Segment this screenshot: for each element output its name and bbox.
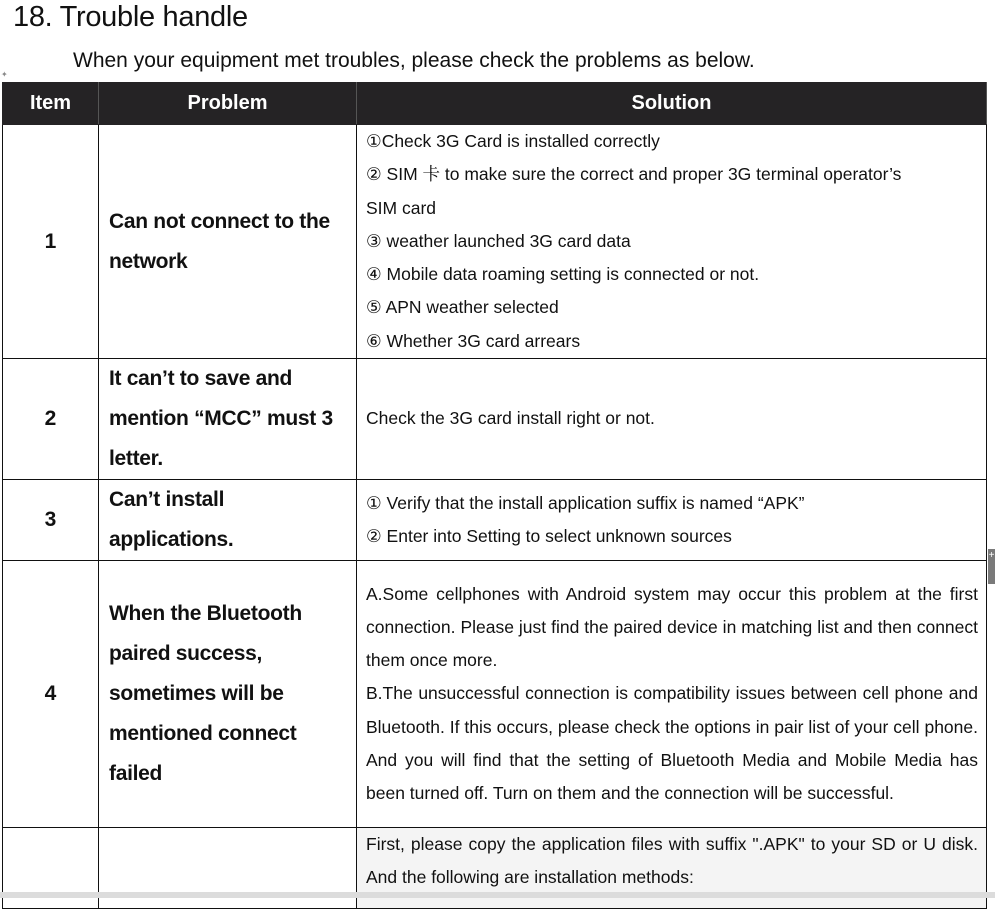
header-problem: Problem (99, 83, 357, 125)
section-title: 18. Trouble handle (13, 1, 248, 33)
plus-icon: + (988, 550, 995, 561)
table-row (3, 359, 987, 480)
header-item: Item (3, 83, 99, 125)
item-number: 3 (3, 480, 99, 561)
intro-text: When your equipment met troubles, please check the problems as below. (73, 49, 755, 72)
solution-line: ⑤ APN weather selected (366, 297, 559, 318)
item-number: 2 (3, 359, 99, 480)
scroll-handle[interactable] (988, 549, 995, 584)
table-header-row (3, 83, 987, 125)
horizontal-scrollbar[interactable] (0, 892, 995, 898)
solution-cell (357, 561, 987, 828)
item-number: 1 (3, 125, 99, 359)
solution-line: ② Enter into Setting to select unknown sources (366, 526, 732, 547)
solution-cell (357, 125, 987, 359)
problem-cell: When the Bluetooth paired success, sometimes will be mentioned connect failed (99, 561, 357, 828)
solution-paragraph: B.The unsuccessful connection is compatibility issues between cell phone and Bluetooth. If this occurs, please check the options in pair list of your cell phone. And you will find that the setting of Bluetooth Media and Mobile Media has been turned off. Turn on them and the connection will be successful. (366, 683, 978, 804)
solution-paragraph: First, please copy the application files with suffix ".APK" to your SD or U disk. And the following are installation methods: (366, 834, 978, 888)
problem-cell: Can not connect to the network (99, 125, 357, 359)
solution-line: ①Check 3G Card is installed correctly (366, 131, 660, 151)
solution-line: SIM card (366, 197, 437, 218)
solution-paragraph: A.Some cellphones with Android system may occur this problem at the first connection. Please just find the paired device in matching list and then connect them once more. (366, 583, 978, 671)
solution-line: ① Verify that the install application suffix is named “APK” (366, 492, 805, 513)
problem-cell: Can’t install applications. (99, 480, 357, 561)
anchor-mark-icon: ✦ (1, 70, 8, 79)
solution-cell (357, 359, 987, 480)
header-solution: Solution (357, 83, 987, 125)
solution-line: Check the 3G card install right or not. (366, 408, 655, 429)
item-number: 4 (3, 561, 99, 828)
problem-cell: It can’t to save and mention “MCC” must 3 letter. (99, 359, 357, 480)
table-row (3, 480, 987, 561)
table-row (3, 125, 987, 359)
solution-line: ② SIM 卡 to make sure the correct and proper 3G terminal operator’s (366, 164, 902, 185)
trouble-table (2, 82, 987, 909)
solution-cell (357, 480, 987, 561)
table-row (3, 561, 987, 828)
solution-line: ⑥ Whether 3G card arrears (366, 330, 581, 351)
solution-line: ③ weather launched 3G card data (366, 230, 631, 251)
solution-line: ④ Mobile data roaming setting is connected or not. (366, 264, 760, 285)
